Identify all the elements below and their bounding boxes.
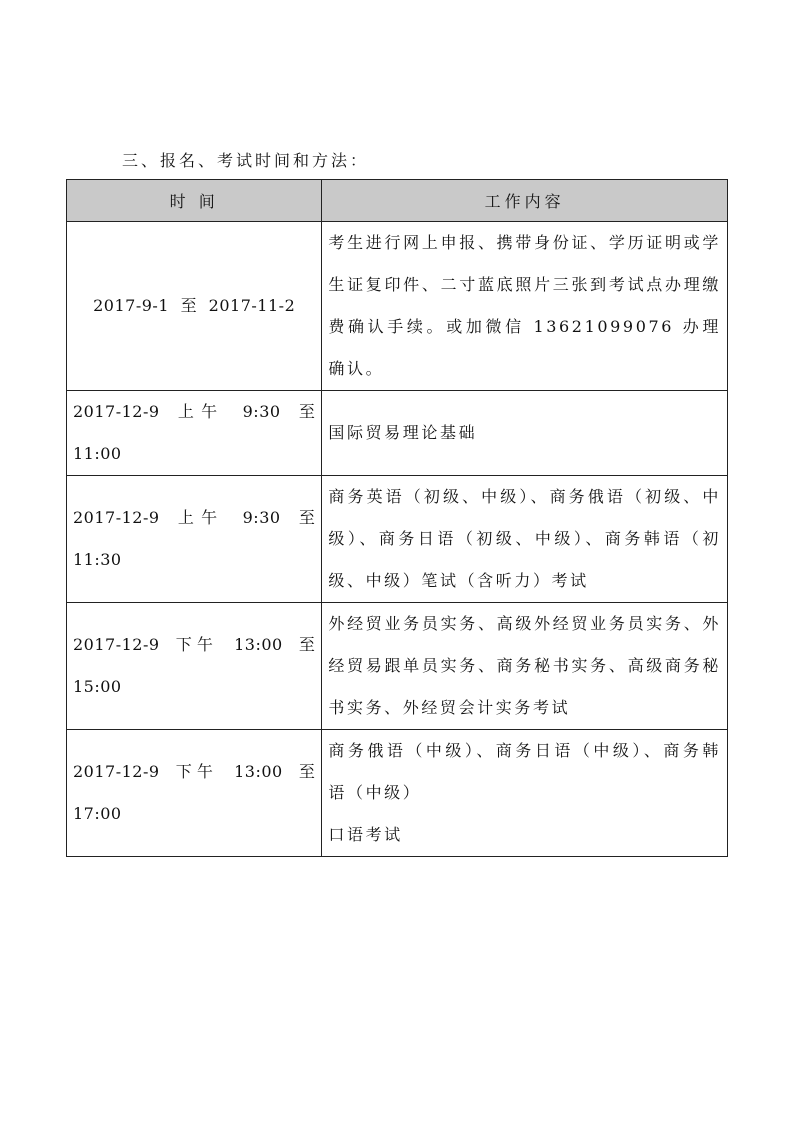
row-time: 2017-12-9 上午 9:30 至 11:00	[67, 391, 322, 476]
section-heading: 三、报名、考试时间和方法：	[122, 151, 370, 170]
row-content: 商务英语（初级、中级）、商务俄语（初级、中级）、商务日语（初级、中级）、商务韩语（初级、中级）笔试（含听力）考试	[322, 476, 728, 603]
header-content: 工作内容	[322, 180, 728, 222]
row-content-line: 口语考试	[328, 825, 403, 844]
row-content-line: 商务俄语（中级）、商务日语（中级）、商务韩语（中级）	[328, 741, 721, 802]
header-time: 时 间	[67, 180, 322, 222]
row-time: 2017-12-9 下午 13:00 至 15:00	[67, 603, 322, 730]
table-row	[67, 476, 728, 603]
table-row	[67, 391, 728, 476]
row-content: 外经贸业务员实务、高级外经贸业务员实务、外经贸易跟单员实务、商务秘书实务、高级商务秘书实务、外经贸会计实务考试	[322, 603, 728, 730]
table-row	[67, 603, 728, 730]
table-header-row	[67, 180, 728, 222]
row-content: 国际贸易理论基础	[322, 391, 728, 476]
table-row	[67, 730, 728, 857]
row-time: 2017-12-9 下午 13:00 至 17:00	[67, 730, 322, 857]
exam-schedule-table	[66, 179, 728, 857]
table-row	[67, 222, 728, 391]
row-content	[322, 730, 728, 857]
row-content: 考生进行网上申报、携带身份证、学历证明或学生证复印件、二寸蓝底照片三张到考试点办理缴费确认手续。或加微信 13621099076 办理确认。	[322, 222, 728, 391]
row-time: 2017-9-1 至 2017-11-2	[67, 222, 322, 391]
row-time: 2017-12-9 上午 9:30 至 11:30	[67, 476, 322, 603]
